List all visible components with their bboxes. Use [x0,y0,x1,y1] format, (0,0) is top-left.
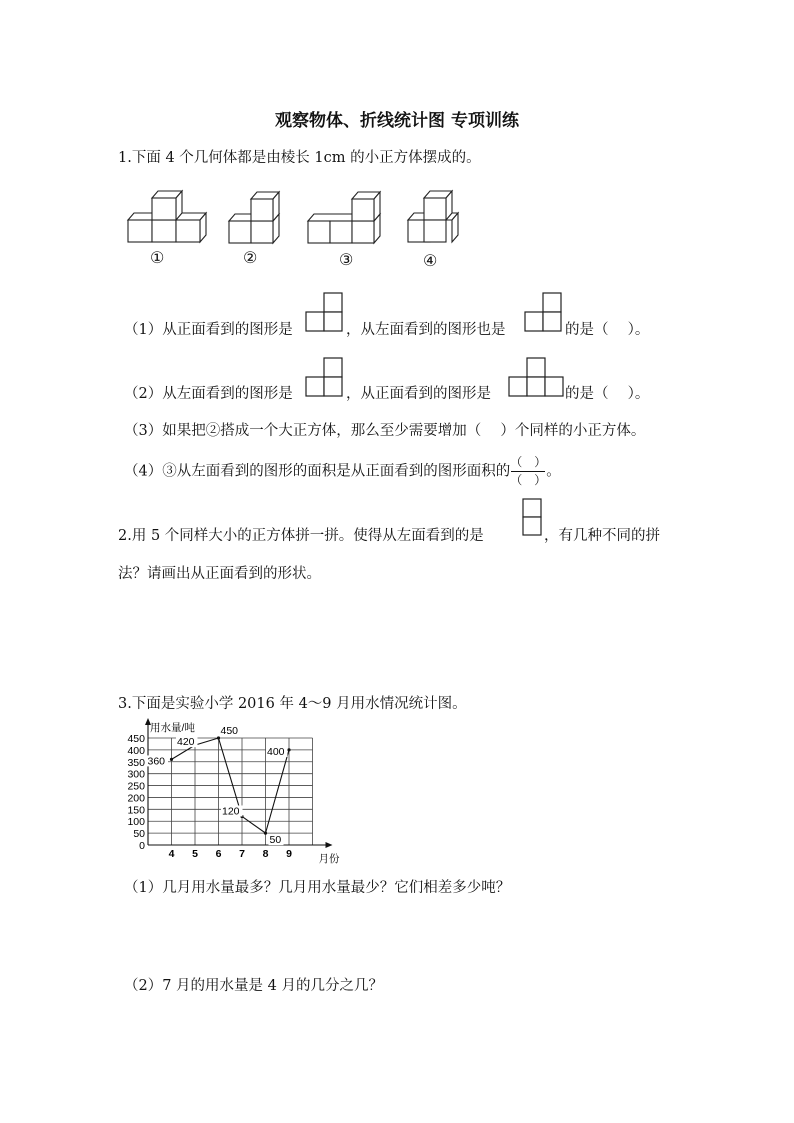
data-label: 360 [147,755,166,768]
x-axis-arrow [326,842,333,848]
solid-figure-2 [229,192,279,243]
solid-figure-4 [408,191,458,242]
y-tick-label: 0 [139,840,145,852]
q1-sub3: （3）如果把②搭成一个大正方体，那么至少需要增加（ ）个同样的小正方体。 [124,423,646,439]
x-tick-label: 4 [168,848,175,860]
x-tick-label: 8 [262,848,269,860]
q1-sub4-end: 。 [546,463,561,480]
figure-label-3: ③ [339,250,354,269]
q1-sub1-c: 的是（ ）。 [565,322,650,338]
view-shape-1a [305,292,345,334]
q1-sub2-a: （2）从左面看到的图形是 [124,386,293,402]
q1-sub4 [124,455,561,488]
y-tick-label: 350 [127,756,145,769]
y-tick-label: 150 [127,804,145,817]
q2-line1-b: ，有几种不同的拼 [544,528,660,544]
view-shape-1b [524,292,564,334]
data-label: 120 [222,805,240,818]
x-tick-label: 9 [286,848,292,860]
data-point [287,748,290,751]
q1-sub4-text: （4）③从左面看到的图形的面积是从正面看到的图形面积的 [124,463,511,480]
q1-sub1-a: （1）从正面看到的图形是 [124,322,293,338]
fraction-numerator: （ ） [510,455,547,469]
fraction-blank [510,455,546,488]
data-label: 450 [220,725,239,737]
view-shape-2a [305,357,345,399]
data-point [170,758,173,761]
data-point [264,832,267,835]
y-tick-label: 400 [127,744,145,757]
view-shape-q2 [522,498,544,538]
data-label: 420 [177,736,195,749]
figure-label-1: ① [150,248,165,267]
q1-sub1-b: ，从左面看到的图形也是 [346,322,506,338]
x-tick-label: 6 [215,848,222,860]
q3-stem: 3.下面是实验小学 2016 年 4～9 月用水情况统计图。 [118,696,467,712]
figure-label-4: ④ [423,251,438,270]
q1-stem: 1.下面 4 个几何体都是由棱长 1cm 的小正方体摆成的。 [118,150,481,166]
q1-sub2-b: ，从正面看到的图形是 [346,386,491,402]
y-tick-label: 50 [133,828,145,841]
q3-sub2: （2）7 月的用水量是 4 月的几分之几？ [124,978,384,994]
q1-sub2-c: 的是（ ）。 [565,386,650,402]
page-title: 观察物体、折线统计图 专项训练 [275,111,519,131]
x-tick-label: 5 [192,848,198,860]
y-tick-label: 450 [127,733,145,745]
y-tick-label: 200 [127,792,145,805]
y-axis-label: 用水量/吨 [150,722,195,734]
view-shape-2b [508,357,568,399]
solid-figure-3 [308,192,380,243]
x-tick-label: 7 [239,848,245,860]
data-label: 50 [269,834,282,847]
fraction-denominator: （ ） [510,473,547,487]
q3-sub1: （1）几月用水量最多？几月用水量最少？它们相差多少吨？ [124,880,511,896]
figure-label-2: ② [243,248,258,267]
y-tick-label: 100 [127,816,145,829]
y-tick-label: 300 [127,768,145,781]
q2-line2: 法？请画出从正面看到的形状。 [118,566,321,582]
y-tick-label: 250 [127,780,145,793]
data-label: 400 [267,745,285,758]
water-usage-chart [118,718,338,866]
x-axis-label: 月份 [318,853,340,865]
solid-figure-1 [128,191,206,242]
q2-line1-a: 2.用 5 个同样大小的正方体拼一拼。使得从左面看到的是 [118,528,484,544]
